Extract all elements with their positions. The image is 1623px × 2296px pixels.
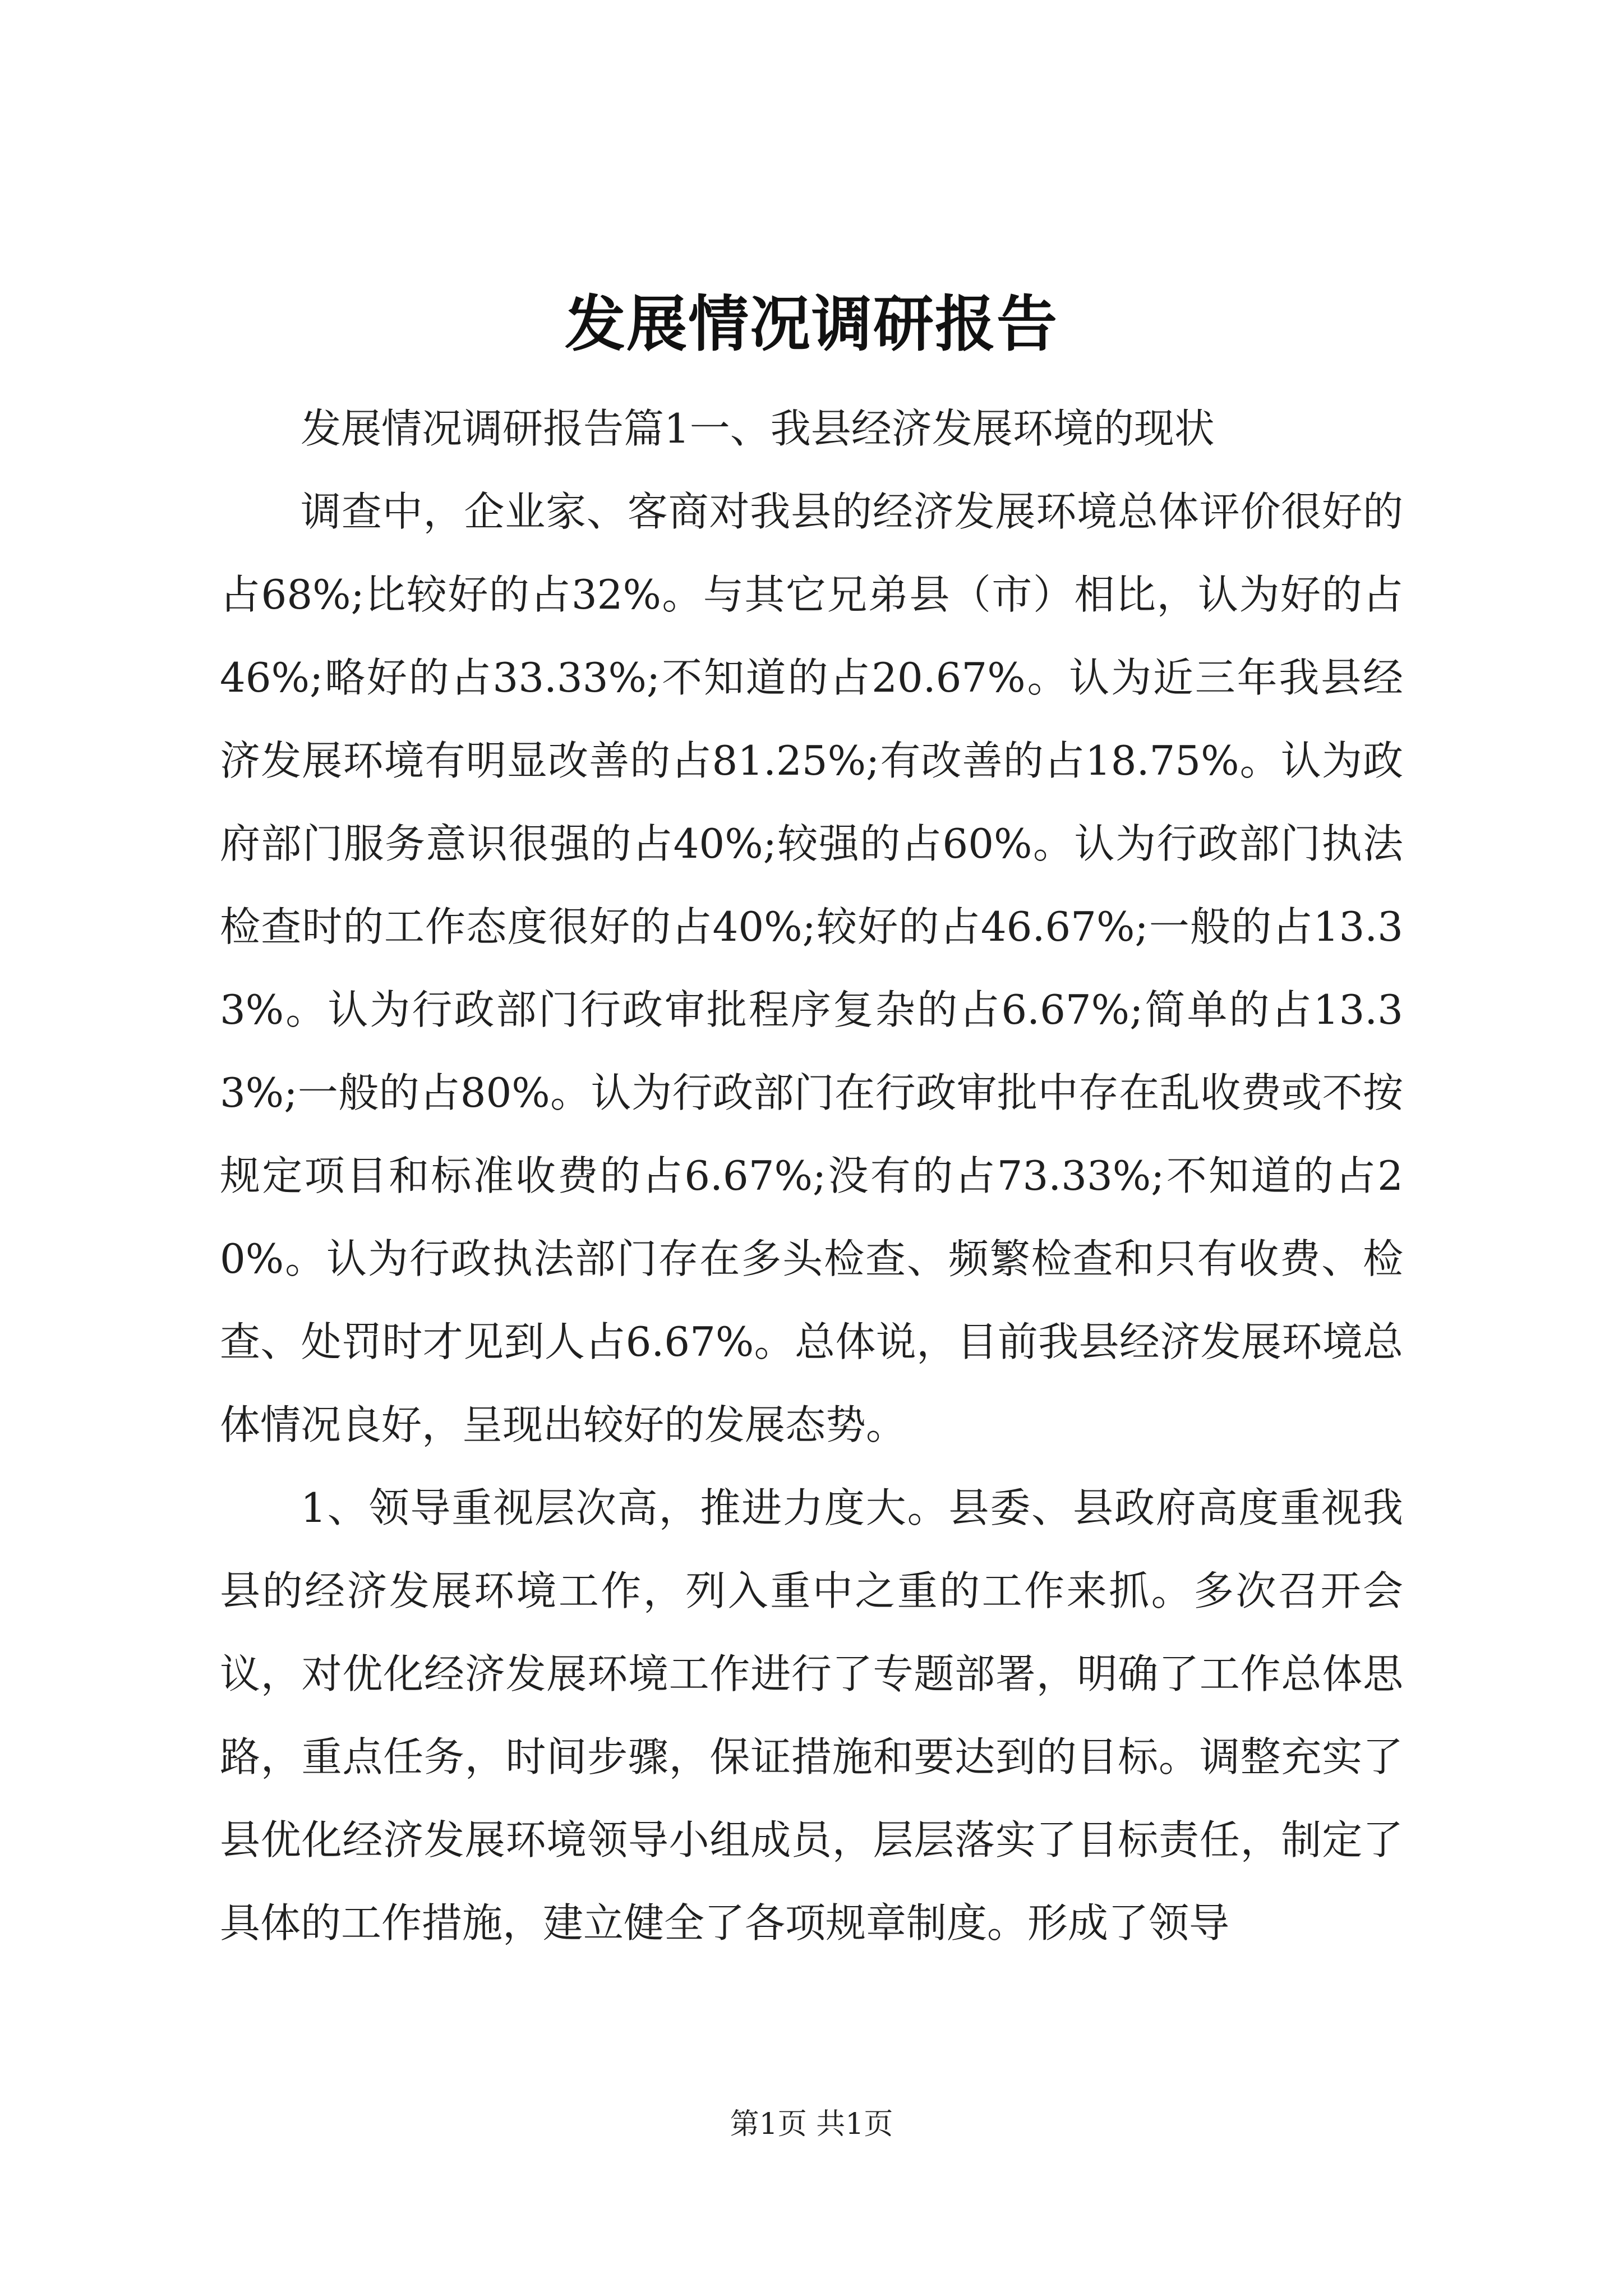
document-title: 发展情况调研报告 <box>564 289 1058 360</box>
paragraph-survey-results: 调查中，企业家、客商对我县的经济发展环境总体评价很好的占68%;比较好的占32%。与其它兄弟县（市）相比，认为好的占46%;略好的占33.33%;不知道的占20.67%。认为近三年我县经济发展环境有明显改善的占81.25%;有改善的占18.75%。认为政府部门服务意识很强的占40%;较强的占60%。认为行政部门执法检查时的工作态度很好的占40%;较好的占46.67%;一般的占13.33%。认为行政部门行政审批程序复杂的占6.67%;简单的占13.33%;一般的占80%。认为行政部门在行政审批中存在乱收费或不按规定项目和标准收费的占6.67%;没有的占73.33%;不知道的占20%。认为行政执法部门存在多头检查、频繁检查和只有收费、检查、处罚时才见到人占6.67%。总体说，目前我县经济发展环境总体情况良好，呈现出较好的发展态势。 <box>220 488 1403 1448</box>
paragraph-heading: 发展情况调研报告篇1一、我县经济发展环境的现状 <box>301 405 1215 452</box>
document-body <box>220 387 1403 1964</box>
page-footer <box>0 2105 1623 2144</box>
paragraph-leadership: 1、领导重视层次高，推进力度大。县委、县政府高度重视我县的经济发展环境工作，列入重中之重的工作来抓。多次召开会议，对优化经济发展环境工作进行了专题部署，明确了工作总体思路，重点任务，时间步骤，保证措施和要达到的目标。调整充实了县优化经济发展环境领导小组成员，层层落实了目标责任，制定了具体的工作措施，建立健全了各项规章制度。形成了领导 <box>220 1484 1403 1947</box>
page-number: 第1页 共1页 <box>730 2108 893 2141</box>
